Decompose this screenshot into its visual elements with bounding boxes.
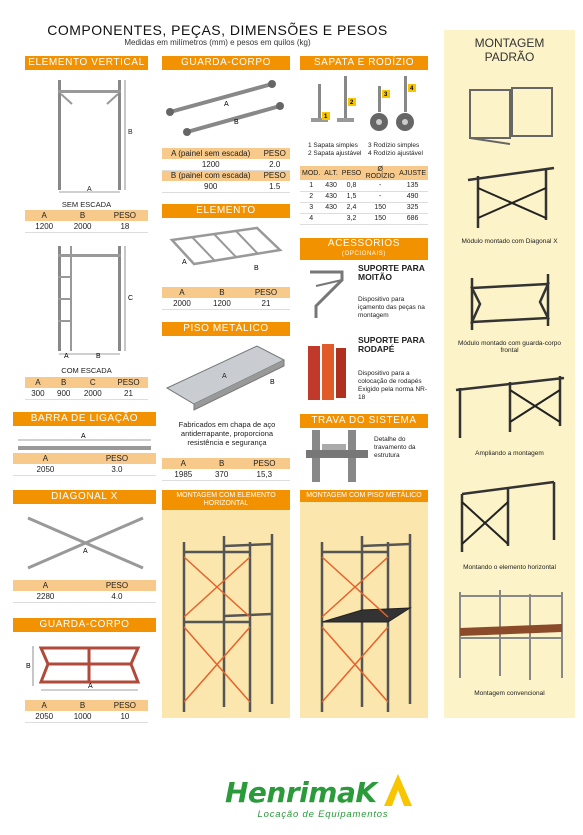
svg-text:C: C (128, 295, 134, 302)
svg-text:B: B (96, 353, 101, 360)
section-piso: PISO METÁLICO (162, 322, 290, 336)
section-guarda-lateral: GUARDA-CORPO LATERAL (162, 56, 290, 70)
elemento-vertical-image (40, 72, 140, 197)
montagem-piso-title: MONTAGEM COM PISO METÁLICO (300, 490, 428, 502)
svg-text:B: B (26, 663, 31, 670)
section-elemento-vertical: ELEMENTO VERTICAL (25, 56, 148, 70)
diagonal-image (13, 508, 156, 578)
sapata-legend-right (368, 142, 430, 158)
padrao-cap-2: Módulo montado com guarda-corpo frontal (458, 340, 561, 354)
elemento-vertical-table: A B PESO 1200 2000 18 (25, 210, 148, 233)
section-trava: TRAVA DO SISTEMA (300, 414, 428, 428)
montagem-elemento-horizontal-title: MONTAGEM COM ELEMENTO HORIZONTAL (162, 490, 290, 510)
horizontal-table: A B PESO 2000 1200 21 (162, 287, 290, 310)
sem-escada-label: SEM ESCADA (61, 200, 112, 209)
section-diagonal: DIAGONAL X (13, 490, 156, 504)
trava-desc: Detalhe do travamento da estrutura (374, 436, 416, 459)
legend-item: 3 Rodízio simples (368, 142, 420, 149)
legend-item: 2 Sapata ajustável (308, 150, 362, 157)
svg-text:A: A (81, 433, 86, 440)
rodape-desc: Dispositivo para a colocação de rodapés Exigido pela norma NR-18 (358, 370, 428, 401)
padrao-cap-4: Montando o elemento horizontal (463, 564, 556, 571)
sapata-image (300, 72, 428, 140)
piso-desc: Fabricados em chapa de aço antiderrapante, proporciona resistência e segurança (178, 420, 276, 447)
sapata-legend-left (308, 142, 368, 158)
svg-text:A: A (88, 683, 93, 690)
piso-image (162, 338, 290, 416)
svg-text:3: 3 (384, 92, 388, 98)
guarda-lateral-image (162, 72, 290, 144)
svg-text:A: A (87, 186, 92, 193)
section-barra: BARRA DE LIGAÇÃO (13, 412, 156, 426)
com-escada-label: COM ESCADA (61, 366, 112, 375)
padrao-step-5-image (450, 466, 570, 558)
svg-text:B: B (234, 119, 239, 126)
page-subtitle: Medidas em milímetros (mm) e pesos em quilos (kg) (124, 38, 311, 47)
padrao-cap-5: Montagem convencional (474, 690, 545, 697)
section-horizontal: ELEMENTO HORIZONTAL (162, 204, 290, 218)
rodape-name: SUPORTE PARA RODAPÉ (358, 335, 425, 354)
sapata-table: MOD. ALT. PESO Ø RODÍZIO AJUSTE 1 430 0,8 - 135 2 430 1,5 - 490 3 430 2,4 150 325 4 3,2 150 686 (302, 166, 426, 222)
svg-text:2: 2 (350, 100, 354, 106)
guarda-frontal-image (13, 636, 156, 698)
svg-text:1: 1 (324, 114, 328, 120)
svg-text:A: A (224, 101, 229, 108)
padrao-step-3-image (450, 258, 570, 336)
section-acessorios: ACESSÓRIOS (OPCIONAIS) (300, 238, 428, 260)
svg-text:4: 4 (410, 86, 414, 92)
rodape-image (304, 340, 350, 402)
legend-item: 4 Rodízio ajustável (368, 150, 423, 157)
guarda-lateral-table: A (painel sem escada) PESO 1200 2.0 B (painel com escada) PESO 900 1.5 (162, 148, 290, 193)
moitao-image (302, 266, 352, 324)
moitao-desc: Dispositivo para içamento das peças na montagem (358, 296, 425, 319)
padrao-cap-1: Módulo montado com Diagonal X (461, 238, 558, 245)
svg-text:B: B (128, 129, 133, 136)
elemento-vertical-escada-table: A B C PESO 300 900 2000 21 (25, 377, 148, 400)
guarda-frontal-table: A B PESO 2050 1000 10 (25, 700, 148, 723)
padrao-step-1-image (450, 80, 570, 148)
svg-text:B: B (270, 379, 275, 386)
legend-item: 1 Sapata simples (308, 142, 358, 149)
moitao-name: SUPORTE PARA MOITÃO (358, 263, 425, 282)
elemento-vertical-escada-image (40, 238, 140, 360)
brand-tagline: Locação de Equipamentos (257, 809, 389, 820)
padrao-cap-3: Ampliando a montagem (475, 450, 544, 457)
horizontal-image (162, 220, 290, 282)
padrao-step-4-image (450, 366, 570, 446)
barra-table: A PESO 2050 3.0 (13, 453, 156, 476)
svg-text:A: A (64, 353, 69, 360)
montagem-piso-image (300, 512, 428, 716)
padrao-step-6-image (450, 580, 570, 684)
trava-image (302, 430, 372, 482)
section-sapata: SAPATA E RODÍZIO (300, 56, 428, 70)
svg-text:A: A (83, 548, 88, 555)
diagonal-table: A PESO 2280 4.0 (13, 580, 156, 603)
piso-table: A B PESO 1985 370 15,3 (162, 458, 290, 481)
page-title: COMPONENTES, PEÇAS, DIMENSÕES E PESOS (47, 22, 388, 38)
padrao-step-2-image (450, 158, 570, 236)
brand-logo-mark (382, 772, 414, 808)
brand-logo: HenrimaK (225, 776, 377, 809)
montagem-padrao-title: MONTAGEM PADRÃO (474, 36, 545, 64)
svg-text:B: B (254, 265, 259, 272)
montagem-elemento-horizontal-image (162, 512, 290, 716)
svg-text:A: A (222, 373, 227, 380)
section-guarda-frontal: GUARDA-CORPO FRONTAL (13, 618, 156, 632)
svg-text:A: A (182, 259, 187, 266)
